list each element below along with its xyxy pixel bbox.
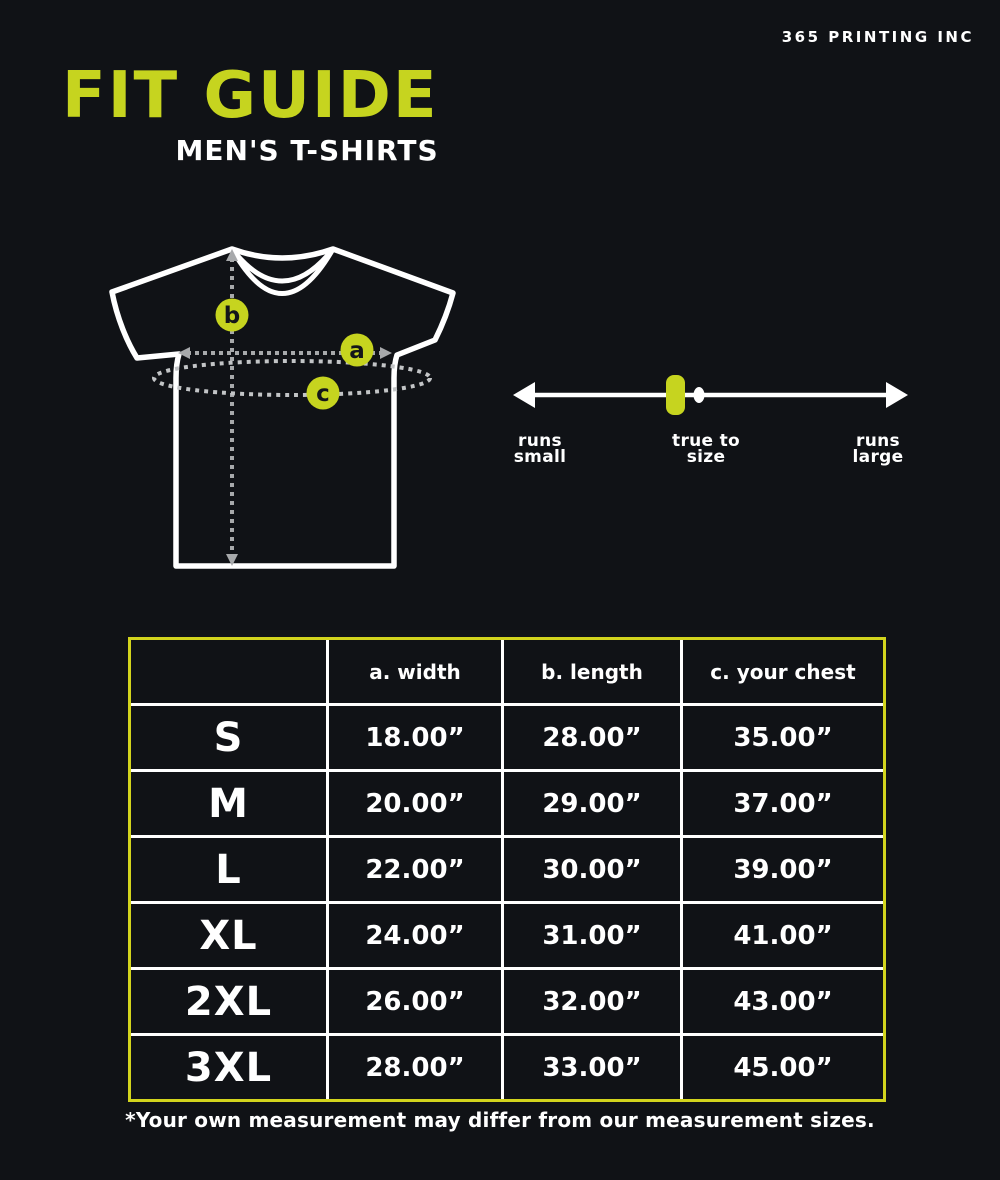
measurement-value: 28.00” [329, 1036, 501, 1099]
chest-ellipse-line [154, 361, 430, 395]
measurement-value: 24.00” [329, 904, 501, 967]
measurement-value: 45.00” [683, 1036, 883, 1099]
scale-label-line: small [513, 447, 567, 467]
page-title: FIT GUIDE [62, 59, 439, 133]
measurement-value: 22.00” [329, 838, 501, 901]
table-header-width: a. width [329, 640, 501, 703]
table-header-length: b. length [504, 640, 680, 703]
measurement-value: 39.00” [683, 838, 883, 901]
fit-scale-dot-icon [694, 387, 705, 403]
size-table [128, 637, 886, 1102]
size-label: L [131, 838, 326, 901]
size-label: M [131, 772, 326, 835]
marker-c-label: c [316, 381, 330, 407]
width-arrow-right-icon [380, 347, 392, 359]
marker-b [216, 299, 249, 332]
size-label: XL [131, 904, 326, 967]
fit-scale-left-arrow-icon [513, 382, 535, 408]
measurement-value: 41.00” [683, 904, 883, 967]
marker-a [341, 334, 374, 367]
title-block [62, 60, 439, 166]
measurement-value: 30.00” [504, 838, 680, 901]
marker-c [307, 377, 340, 410]
measurement-value: 28.00” [504, 706, 680, 769]
size-label: 2XL [131, 970, 326, 1033]
tshirt-outline-icon [112, 249, 453, 566]
measurement-value: 35.00” [683, 706, 883, 769]
measurement-value: 33.00” [504, 1036, 680, 1099]
scale-label-line: true to [672, 431, 740, 451]
scale-label-line: runs [518, 431, 562, 451]
brand-name: 365 PRINTING INC [781, 28, 974, 46]
scale-label-line: large [852, 447, 904, 467]
size-label: S [131, 706, 326, 769]
marker-b-label: b [223, 303, 241, 329]
footnote: *Your own measurement may differ from our measurement sizes. [125, 1108, 875, 1132]
table-header-your-chest: c. your chest [683, 640, 883, 703]
measurement-value: 31.00” [504, 904, 680, 967]
scale-label-runs-small [495, 433, 585, 465]
measurement-value: 37.00” [683, 772, 883, 835]
table-header-empty [131, 640, 326, 703]
scale-label-line: size [686, 447, 726, 467]
fit-scale [505, 365, 915, 425]
size-label: 3XL [131, 1036, 326, 1099]
fit-scale-right-arrow-icon [886, 382, 908, 408]
page-subtitle: MEN'S T-SHIRTS [175, 134, 439, 167]
scale-label-line: runs [856, 431, 900, 451]
scale-label-true-to-size [661, 433, 751, 465]
fit-scale-marker [666, 375, 685, 415]
scale-label-runs-large [833, 433, 923, 465]
measurement-value: 29.00” [504, 772, 680, 835]
tshirt-measurement-diagram [85, 228, 470, 583]
marker-a-label: a [349, 338, 365, 364]
measurement-value: 32.00” [504, 970, 680, 1033]
measurement-value: 43.00” [683, 970, 883, 1033]
measurement-value: 18.00” [329, 706, 501, 769]
measurement-value: 26.00” [329, 970, 501, 1033]
measurement-value: 20.00” [329, 772, 501, 835]
